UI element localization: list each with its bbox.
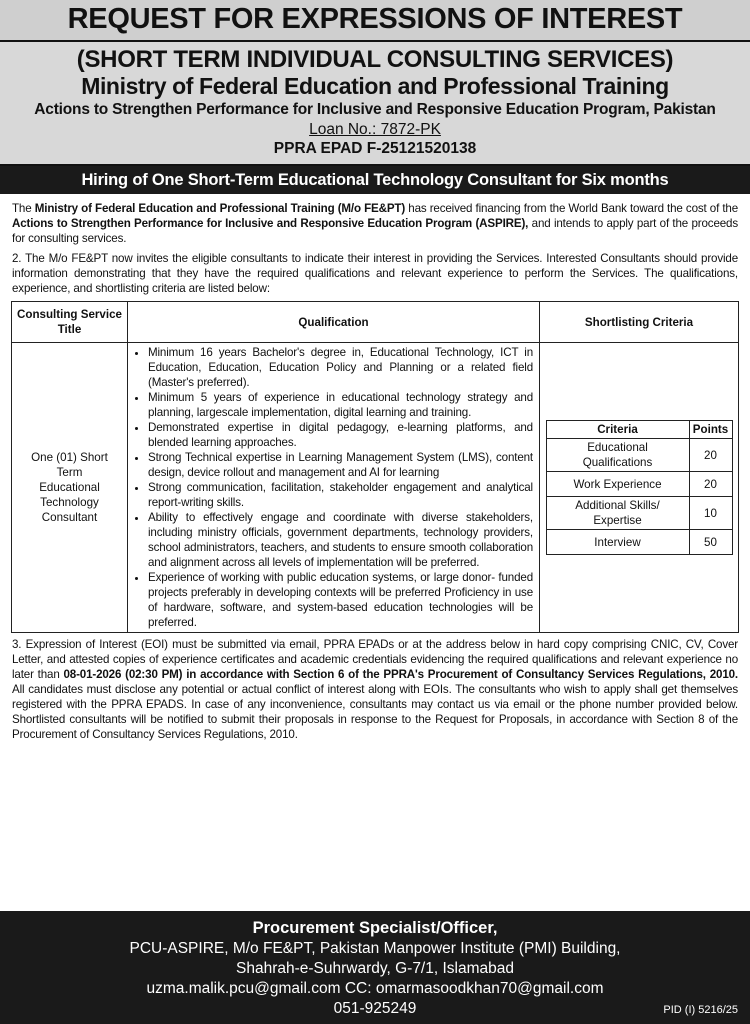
contact-emails: uzma.malik.pcu@gmail.com CC: omarmasoodkhan70@gmail.com bbox=[146, 980, 604, 997]
criteria-name: Work Experience bbox=[546, 472, 689, 497]
criteria-points: 20 bbox=[689, 472, 732, 497]
p1-text-2: has received financing from the World Bank toward the cost of the bbox=[405, 202, 739, 215]
loan-number: Loan No.: 7872-PK bbox=[309, 121, 441, 138]
program-name: Actions to Strengthen Performance for Inclusive and Responsive Education Program, Pakistan bbox=[34, 101, 716, 118]
list-item: • Ability to effectively engage and coordinate with diverse stakeholders, including ministry officials, government departments, technology providers, school administrators, teachers, and students to ensure smooth collaboration and alignment across all levels of implementation will be preferred. bbox=[148, 510, 533, 570]
table-row bbox=[546, 497, 732, 530]
service-title-cell bbox=[12, 343, 128, 633]
pid-number: PID (I) 5216/25 bbox=[663, 1004, 738, 1016]
list-item: • Experience of working with public education systems, or large donor- funded projects preferably in developing contexts will be preferred Proficiency in use of hardware, software, and system-based education technologies will be preferred. bbox=[148, 570, 533, 630]
list-item: • Demonstrated expertise in digital pedagogy, e-learning platforms, and blended learning approaches. bbox=[148, 420, 533, 450]
table-row bbox=[12, 343, 739, 633]
table-row bbox=[546, 472, 732, 497]
qualification-list bbox=[134, 345, 533, 630]
contact-address-1: PCU-ASPIRE, M/o FE&PT, Pakistan Manpower Institute (PMI) Building, bbox=[129, 940, 621, 957]
subtitle: (SHORT TERM INDIVIDUAL CONSULTING SERVICES) bbox=[76, 46, 674, 73]
position-banner: Hiring of One Short-Term Educational Technology Consultant for Six months bbox=[0, 166, 750, 194]
paragraph-3 bbox=[0, 637, 750, 742]
criteria-header-row bbox=[546, 421, 732, 439]
list-item: • Minimum 5 years of experience in educational technology strategy and planning, largescale implementation, digital learning and training. bbox=[148, 390, 533, 420]
paragraph-2: 2. The M/o FE&PT now invites the eligible consultants to indicate their interest in providing the Services. Interested Consultants should provide information demonstrating that they have the required qualifications and relevant experience to perform the Services. The qualifications, experience, and shortlisting criteria are listed below: bbox=[12, 252, 738, 295]
table-row bbox=[546, 530, 732, 555]
p3-text-1: 3. Expression of Interest (EOI) must be submitted via email, PPRA EPADs or at the address below in hard copy comprising CNIC, CV, Cover Letter, and attested copies of experience certificates and academic credentials evidencing the required qualifications and relevant experience no later than bbox=[12, 638, 738, 681]
paragraph-1 bbox=[0, 201, 750, 246]
criteria-label: Additional Skills/ Expertise bbox=[575, 499, 660, 527]
header-block bbox=[0, 42, 750, 166]
requirements-table bbox=[11, 301, 739, 633]
p1-text-1: The bbox=[12, 202, 35, 215]
contact-phone: 051-925249 bbox=[333, 1000, 417, 1017]
shortlisting-cell bbox=[540, 343, 739, 633]
contact-role: Procurement Specialist/Officer, bbox=[252, 919, 498, 937]
table-row bbox=[546, 439, 732, 472]
criteria-name bbox=[546, 439, 689, 472]
criteria-name: Interview bbox=[546, 530, 689, 555]
p3-bold-1: 08-01-2026 (02:30 PM) in accordance with Section 6 of the PPRA's Procurement of Consultancy Services Regulations, 2010. bbox=[63, 668, 738, 681]
header-service-title: Consulting Service Title bbox=[12, 302, 128, 343]
contact-footer bbox=[0, 911, 750, 1024]
list-item: • Strong communication, facilitation, stakeholder engagement and analytical report-writing skills. bbox=[148, 480, 533, 510]
header-qualification: Qualification bbox=[128, 302, 540, 343]
page-title: REQUEST FOR EXPRESSIONS OF INTEREST bbox=[0, 0, 750, 42]
list-item: • Minimum 16 years Bachelor's degree in, Educational Technology, ICT in Education, Education, Education Policy and Planning or a related field (Master's preferred). bbox=[148, 345, 533, 390]
p3-text-2: All candidates must disclose any potential or actual conflict of interest along with EOIs. The consultants who wish to apply shall get themselves registered with the PPRA EPADS. In case of any inconvenience, consultants may contact us via email or the phone number provided below. Shortlisted consultants will be notified to submit their proposals in response to the Request for Proposals, in accordance with Section 8 of the Procurement of Consultancy Services Regulations, 2010. bbox=[12, 683, 738, 741]
criteria-points: 50 bbox=[689, 530, 732, 555]
criteria-points: 20 bbox=[689, 439, 732, 472]
criteria-points: 10 bbox=[689, 497, 732, 530]
p1-text-3: and intends to apply part of the proceeds for consulting services. bbox=[12, 217, 738, 245]
ministry-name: Ministry of Federal Education and Professional Training bbox=[81, 73, 669, 99]
list-item: • Strong Technical expertise in Learning Management System (LMS), content design, device rollout and management and AI for learning bbox=[148, 450, 533, 480]
criteria-name bbox=[546, 497, 689, 530]
table-header-row bbox=[12, 302, 739, 343]
p1-bold-2: Actions to Strengthen Performance for Inclusive and Responsive Education Program (ASPIRE), bbox=[12, 217, 529, 230]
ppra-epad-number: PPRA EPAD F-25121520138 bbox=[273, 140, 477, 157]
criteria-label: Educational Qualifications bbox=[582, 441, 653, 469]
contact-address-2: Shahrah-e-Suhrwardy, G-7/1, Islamabad bbox=[236, 960, 514, 977]
p1-bold-1: Ministry of Federal Education and Professional Training (M/o FE&PT) bbox=[34, 202, 406, 215]
qualification-cell bbox=[128, 343, 540, 633]
criteria-header: Criteria bbox=[546, 421, 689, 439]
header-shortlisting: Shortlisting Criteria bbox=[540, 302, 739, 343]
criteria-table bbox=[546, 420, 733, 555]
service-title: One (01) Short Term Educational Technology Consultant bbox=[31, 451, 108, 524]
points-header: Points bbox=[689, 421, 732, 439]
